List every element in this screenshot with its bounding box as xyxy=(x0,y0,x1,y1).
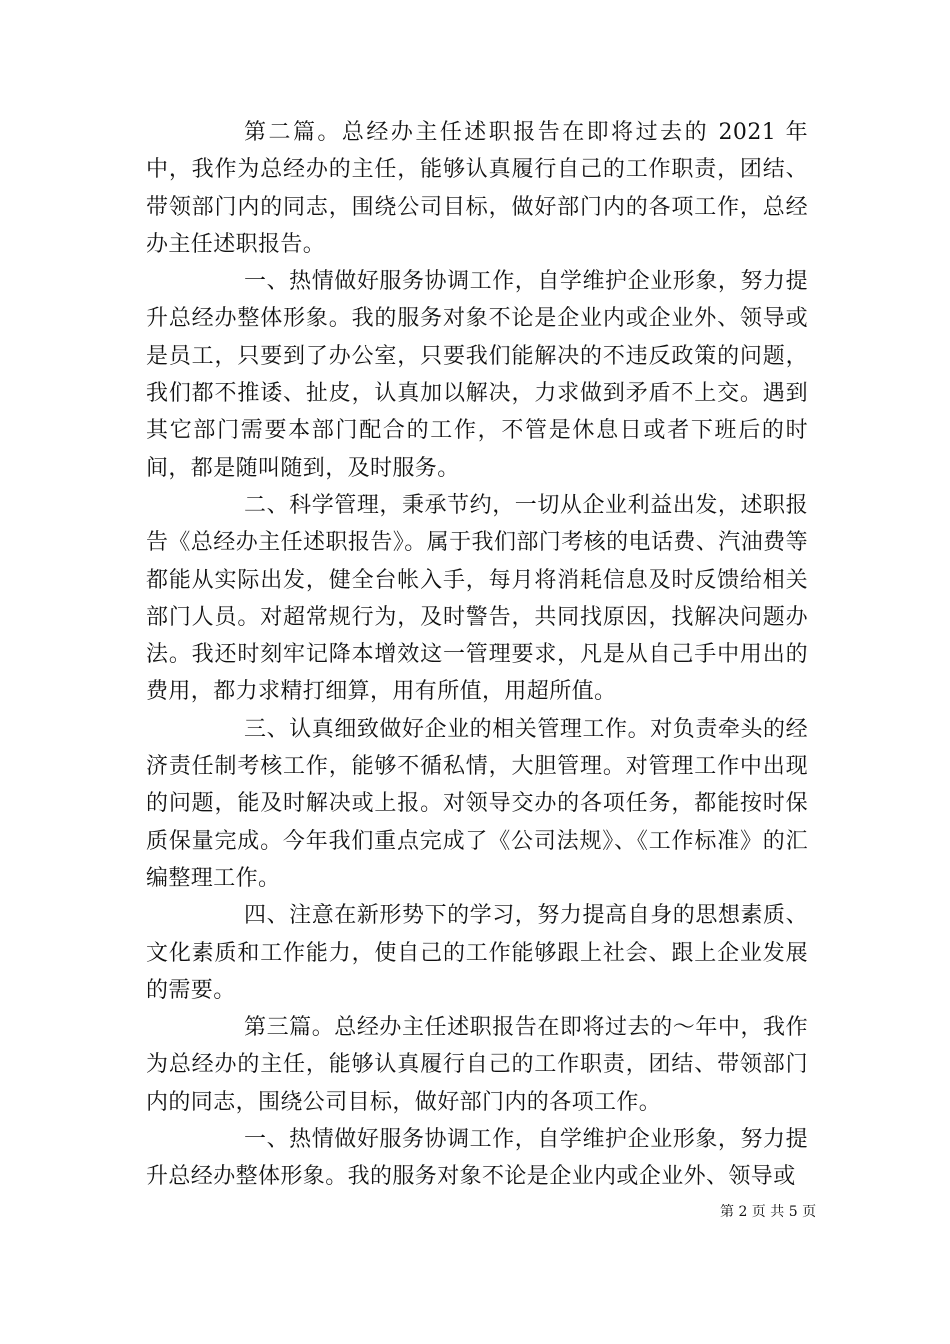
paragraph-scientific-management: 二、科学管理，秉承节约，一切从企业利益出发，述职报告《总经办主任述职报告》。属于我们部门考核的电话费、汽油费等都能从实际出发，健全台帐入手，每月将消耗信息及时反馈给相关部门人员。对超常规行为，及时警告，共同找原因，找解决问题办法。我还时刻牢记降本增效这一管理要求，凡是从自己手中用出的费用，都力求精打细算，用有所值，用超所值。 xyxy=(146,492,808,705)
paragraph-section-three-intro: 第三篇。总经办主任述职报告在即将过去的～年中，我作为总经办的主任，能够认真履行自己的工作职责，团结、带领部门内的同志，围绕公司目标，做好部门内的各项工作。 xyxy=(146,1015,808,1115)
paragraph-service-coordination: 一、热情做好服务协调工作，自学维护企业形象，努力提升总经办整体形象。我的服务对象不论是企业内或企业外、领导或是员工，只要到了办公室，只要我们能解决的不违反政策的问题，我们都不推诿、扯皮，认真加以解决，力求做到矛盾不上交。遇到其它部门需要本部门配合的工作，不管是休息日或者下班后的时间，都是随叫随到，及时服务。 xyxy=(146,269,808,481)
document-body xyxy=(146,114,808,1196)
paragraph-management-work: 三、认真细致做好企业的相关管理工作。对负责牵头的经济责任制考核工作，能够不循私情，大胆管理。对管理工作中出现的问题，能及时解决或上报。对领导交办的各项任务，都能按时保质保量完成。今年我们重点完成了《公司法规》、《工作标准》的汇编整理工作。 xyxy=(146,716,808,891)
paragraph-service-coordination-continued: 一、热情做好服务协调工作，自学维护企业形象，努力提升总经办整体形象。我的服务对象不论是企业内或企业外、领导或 xyxy=(146,1127,808,1190)
page-number-footer: 第 2 页 共 5 页 xyxy=(720,1204,817,1220)
paragraph-section-two-intro: 第二篇。总经办主任述职报告在即将过去的 2021 年中，我作为总经办的主任，能够认真履行自己的工作职责，团结、带领部门内的同志，围绕公司目标，做好部门内的各项工作，总经办主任述职报告。 xyxy=(146,120,808,257)
paragraph-learning: 四、注意在新形势下的学习，努力提高自身的思想素质、文化素质和工作能力，使自己的工作能够跟上社会、跟上企业发展的需要。 xyxy=(146,903,808,1003)
